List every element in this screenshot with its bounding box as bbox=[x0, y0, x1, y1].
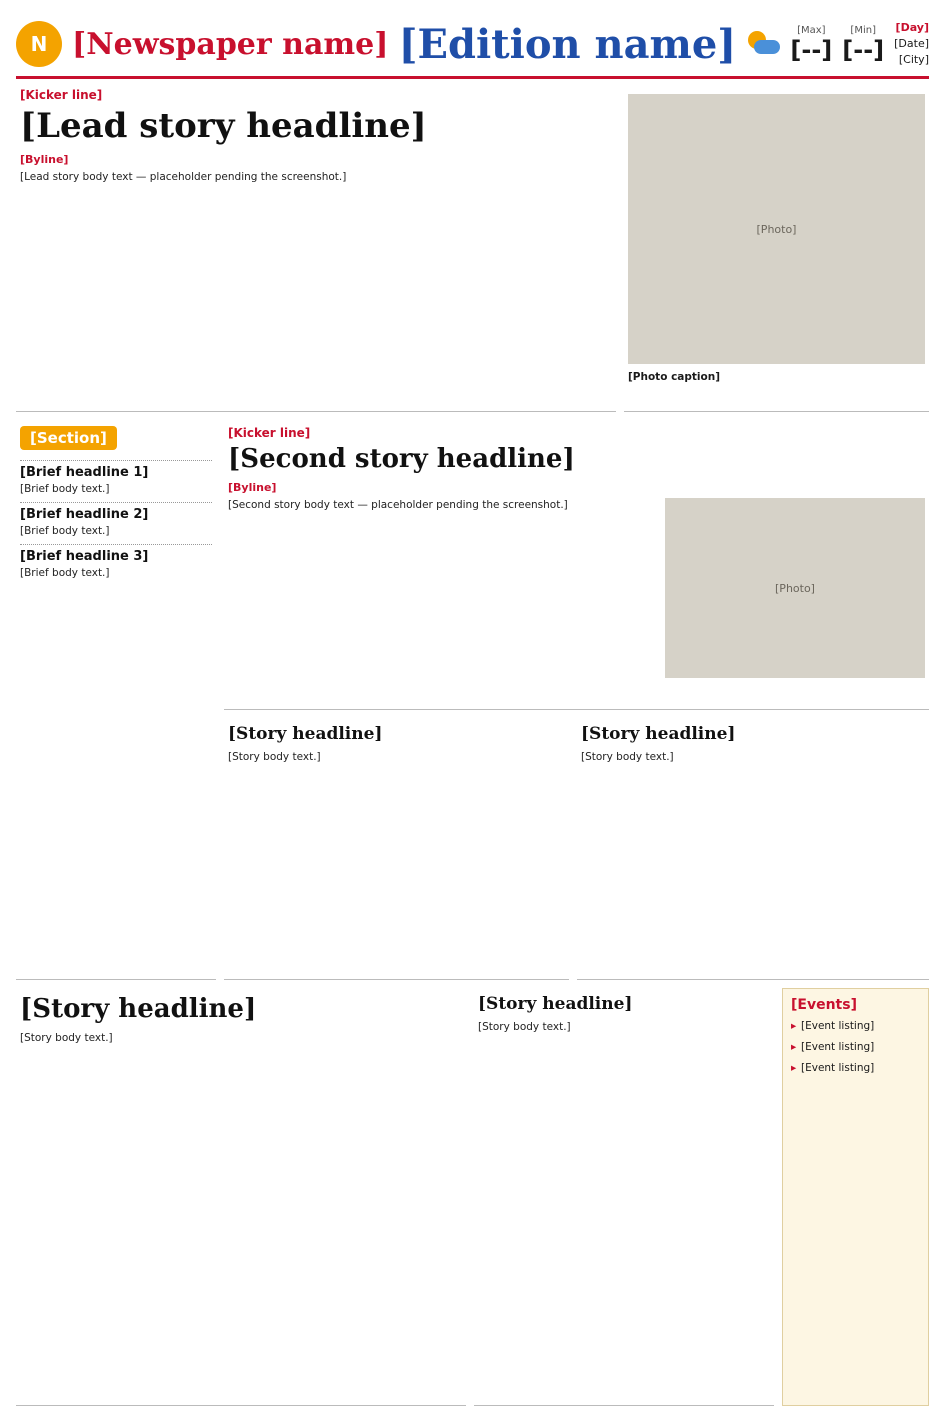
lead-byline: [Byline] bbox=[20, 152, 69, 166]
brief-item: [Brief headline 2] [Brief body text.] bbox=[20, 502, 212, 540]
second-headline: [Second story headline] bbox=[228, 444, 575, 474]
story-body: [Story body text.] bbox=[478, 1021, 571, 1034]
lead-body: [Lead story body text — placeholder pending the screenshot.] bbox=[20, 170, 347, 183]
day-label: [Day] bbox=[895, 21, 929, 35]
weather-panel bbox=[746, 20, 929, 68]
date-label: [Date] bbox=[894, 37, 929, 51]
partly-cloudy-icon bbox=[746, 31, 780, 57]
lead-kicker: [Kicker line] bbox=[20, 88, 103, 102]
edition-title: [Edition name] bbox=[398, 20, 737, 68]
second-body: [Second story body text — placeholder pending the screenshot.] bbox=[228, 499, 568, 512]
second-kicker: [Kicker line] bbox=[228, 426, 311, 440]
story-headline: [Story headline] bbox=[581, 724, 736, 744]
story-headline: [Story headline] bbox=[228, 724, 383, 744]
story-block bbox=[474, 988, 774, 1406]
briefs-badge: [Section] bbox=[20, 426, 117, 450]
story-body: [Story body text.] bbox=[228, 751, 321, 764]
story-body: [Story body text.] bbox=[20, 1032, 113, 1045]
story-headline: [Story headline] bbox=[478, 994, 633, 1014]
story-body: [Story body text.] bbox=[581, 751, 674, 764]
brand bbox=[16, 21, 388, 67]
second-story bbox=[224, 420, 929, 710]
lead-photo-block bbox=[624, 82, 929, 412]
second-photo: [Photo] bbox=[665, 498, 925, 678]
brief-item: [Brief headline 3] [Brief body text.] bbox=[20, 544, 212, 582]
max-temperature: [Max] [--] bbox=[790, 24, 833, 64]
lead-caption: [Photo caption] bbox=[628, 371, 721, 383]
lead-photo: [Photo] bbox=[628, 94, 925, 364]
brand-logo-icon: N bbox=[16, 21, 62, 67]
lead-story bbox=[16, 82, 616, 412]
events-title: [Events] bbox=[791, 997, 857, 1013]
events-box bbox=[782, 988, 929, 1406]
event-item: ▸ [Event listing] bbox=[791, 1019, 920, 1034]
event-item: ▸ [Event listing] bbox=[791, 1061, 920, 1076]
min-temperature: [Min] [--] bbox=[842, 24, 885, 64]
briefs-column bbox=[16, 420, 216, 980]
brand-name: [Newspaper name] bbox=[72, 26, 389, 62]
story-block bbox=[577, 718, 929, 980]
brief-item: [Brief headline 1] [Brief body text.] bbox=[20, 460, 212, 498]
masthead bbox=[16, 12, 929, 79]
story-headline: [Story headline] bbox=[20, 994, 257, 1024]
event-item: ▸ [Event listing] bbox=[791, 1040, 920, 1055]
story-block bbox=[224, 718, 569, 980]
story-block bbox=[16, 988, 466, 1406]
city-label: [City] bbox=[898, 52, 929, 66]
dateline bbox=[894, 20, 929, 68]
lead-headline: [Lead story headline] bbox=[20, 106, 427, 146]
second-byline: [Byline] bbox=[228, 481, 277, 495]
